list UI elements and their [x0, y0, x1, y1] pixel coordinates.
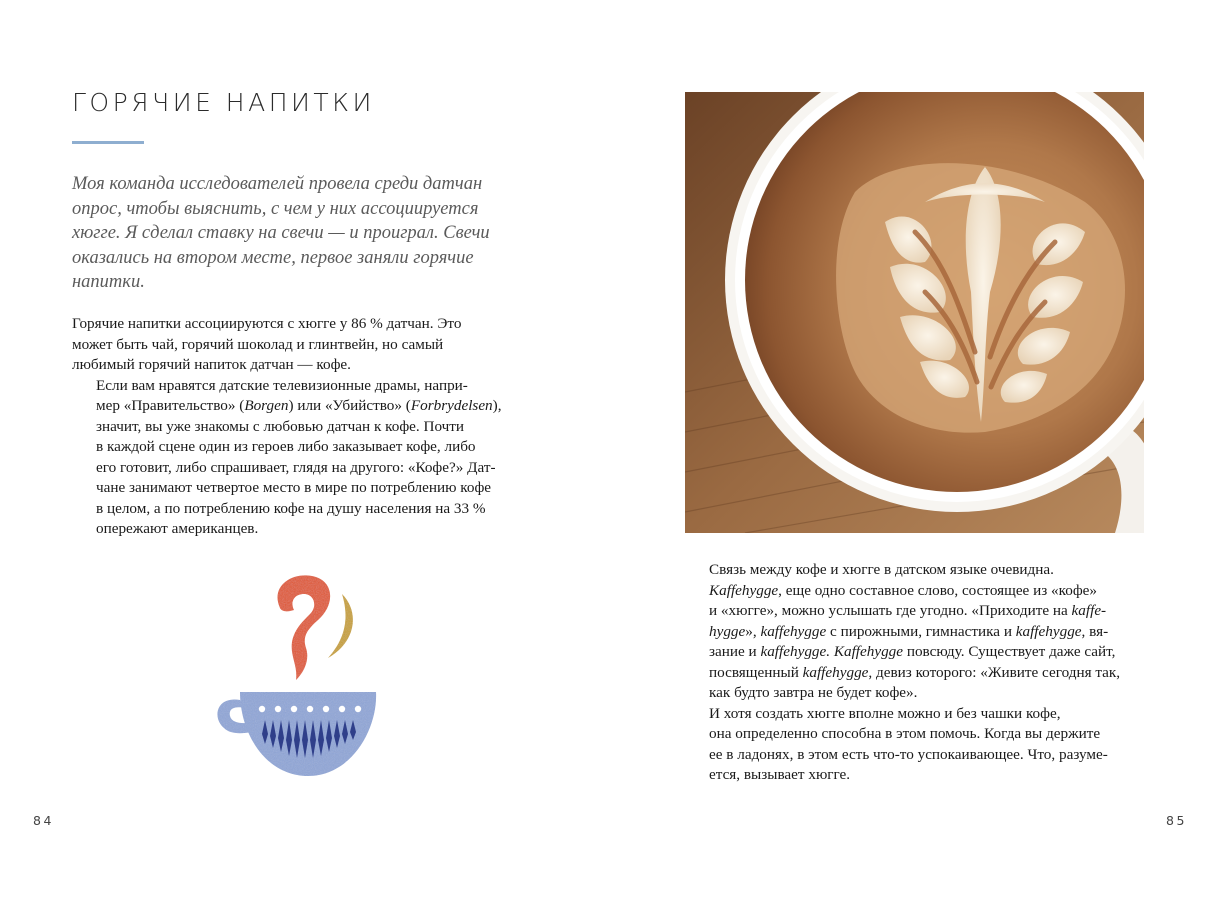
text-line: как будто завтра не будет кофе».: [709, 684, 918, 701]
paragraph-3: [685, 560, 1155, 704]
left-page: [0, 0, 606, 903]
text-line: [685, 642, 1155, 663]
text-segment: ),: [492, 397, 502, 414]
cup-bowl-icon: [240, 692, 376, 776]
text-line: И хотя создать хюгге вполне можно и без чашки кофе,: [709, 704, 1061, 722]
text-line: [685, 663, 1155, 684]
latte-cup-icon: [685, 92, 1144, 533]
text-line: она определенно способна в этом помочь. Когда вы держите: [709, 725, 1101, 742]
text-line: [685, 601, 1155, 622]
text-line: опережают американцев.: [96, 520, 259, 537]
term-kaffehygge: kaffehygge: [1015, 622, 1082, 640]
text-line: в каждой сцене один из героев либо заказывает кофе, либо: [96, 438, 476, 455]
term-kaffehygge: kaffehygge. Kaffehygge: [760, 643, 904, 660]
paragraph-2: [72, 376, 532, 540]
chapter-title: ГОРЯЧИЕ НАПИТКИ: [72, 88, 375, 117]
text-line: может быть чай, горячий шоколад и глинтвейн, но самый: [72, 335, 444, 353]
text-line: Если вам нравятся датские телевизионные драмы, напри-: [96, 376, 468, 394]
steam-yellow-icon: [328, 594, 353, 658]
page-number-left: 84: [33, 813, 54, 828]
text-segment: посвященный: [709, 663, 803, 681]
text-segment: мер «Правительство» (: [96, 397, 245, 414]
text-line: Горячие напитки ассоциируются с хюгге у 86 % датчан. Это: [72, 315, 462, 332]
text-line: [685, 581, 1155, 602]
lead-line: Моя команда исследователей провела среди датчан: [72, 174, 483, 194]
term-kaffehygge: hygge: [709, 622, 746, 640]
text-line: [72, 396, 532, 417]
text-line: значит, вы уже знакомы с любовью датчан к кофе. Почти: [96, 417, 465, 435]
text-line: Связь между кофе и хюгге в датском языке очевидна.: [709, 561, 1054, 578]
term-kaffehygge: Kaffehygge: [709, 581, 779, 599]
term-kaffehygge: kaffe-: [1071, 602, 1107, 619]
page-number-right: 85: [1166, 813, 1187, 828]
lead-line: хюгге. Я сделал ставку на свечи — и проиграл. Свечи: [72, 223, 490, 244]
text-segment: повсюду. Существует даже сайт,: [903, 643, 1116, 660]
text-line: в целом, а по потреблению кофе на душу населения на 33 %: [96, 499, 486, 517]
lead-paragraph: [72, 172, 542, 295]
text-segment: , девиз которого: «Живите сегодня так,: [868, 663, 1121, 681]
text-line: ее в ладонях, в этом есть что-то успокаивающее. Что, разуме-: [709, 745, 1108, 763]
text-line: его готовит, либо спрашивает, глядя на другого: «Кофе?» Дат-: [96, 458, 496, 476]
text-segment: с пирожными, гимнастика и: [826, 622, 1016, 640]
text-segment: , еще одно составное слово, состоящее из «кофе»: [778, 581, 1097, 599]
text-line: [685, 622, 1155, 643]
paragraph-1: [72, 314, 532, 376]
text-line: чане занимают четвертое место в мире по потреблению кофе: [96, 479, 492, 496]
term-kaffehygge: kaffehygge: [760, 622, 827, 640]
term-kaffehygge: kaffehygge: [802, 663, 869, 681]
title-borgen: Borgen: [244, 397, 289, 414]
title-forbrydelsen: Forbrydelsen: [410, 397, 493, 414]
lead-line: оказались на втором месте, первое заняли горячие: [72, 247, 474, 268]
lead-line: опрос, чтобы выяснить, с чем у них ассоциируется: [72, 198, 479, 219]
steam-orange-icon: [278, 575, 331, 680]
text-segment: ) или «Убийство» (: [288, 397, 411, 414]
text-segment: и «хюгге», можно услышать где угодно. «Приходите на: [709, 602, 1072, 619]
right-body-text: [685, 560, 1155, 786]
text-line: ется, вызывает хюгге.: [709, 766, 851, 783]
left-body-text: [72, 314, 532, 540]
coffee-cup-illustration: [210, 568, 390, 783]
lead-line: напитки.: [72, 272, 145, 293]
right-page: [606, 0, 1213, 903]
paragraph-4: [685, 704, 1155, 786]
text-line: любимый горячий напиток датчан — кофе.: [72, 356, 351, 373]
text-segment: , вя-: [1081, 622, 1109, 640]
latte-art-photo: [685, 92, 1144, 533]
text-segment: зание и: [709, 643, 761, 660]
text-segment: »,: [745, 622, 761, 640]
title-underline: [72, 141, 144, 144]
